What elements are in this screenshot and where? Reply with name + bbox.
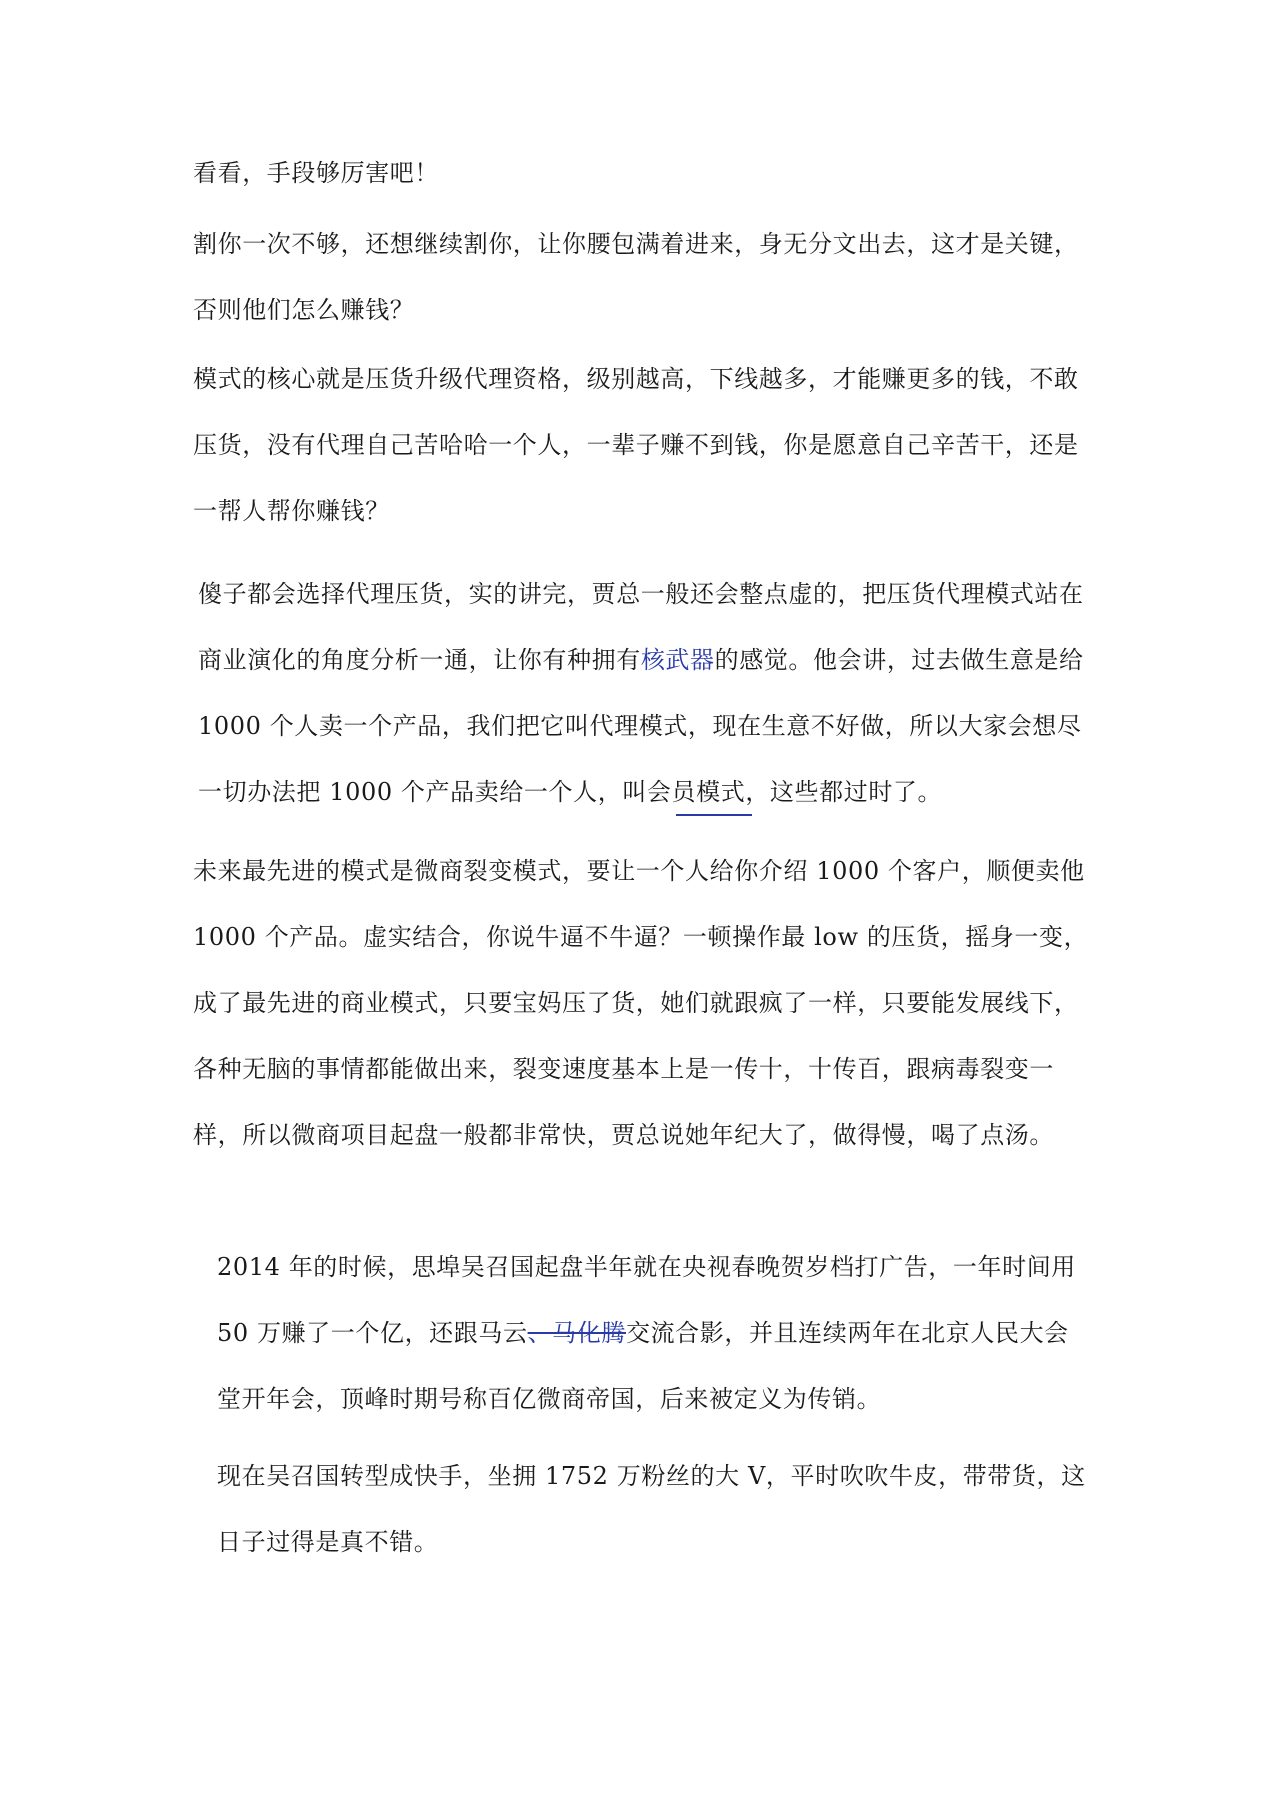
paragraph-4-text-after: 的感觉。他会讲，过去做生意是给 1000 个人卖一个产品，我们把它叫代理模式，现在生意不好做，所以大家会想尽一切办法把 1000 个产品卖给一个人，叫会员模式，这些都过时了。	[198, 646, 1084, 806]
hyperlink-underline-mark	[676, 814, 752, 816]
paragraph-6	[217, 1234, 1087, 1432]
paragraph-4-text-before: 傻子都会选择代理压货，实的讲完，贾总一般还会整点虚的，把压货代理模式站在商业演化的角度分析一通，让你有种拥有	[198, 580, 1084, 674]
link-ma-huateng[interactable]: 、马化腾	[527, 1319, 626, 1347]
paragraph-6-text-before: 2014 年的时候，思埠吴召国起盘半年就在央视春晚贺岁档打广告，一年时间用 50 万赚了一个亿，还跟马云	[217, 1253, 1076, 1347]
paragraph-3: 模式的核心就是压货升级代理资格，级别越高，下线越多，才能赚更多的钱，不敢压货，没有代理自己苦哈哈一个人，一辈子赚不到钱，你是愿意自己辛苦干，还是一帮人帮你赚钱？	[193, 365, 1079, 525]
paragraph-2: 割你一次不够，还想继续割你，让你腰包满着进来，身无分文出去，这才是关键，否则他们怎么赚钱？	[193, 230, 1079, 324]
paragraph-7: 现在吴召国转型成快手，坐拥 1752 万粉丝的大 V，平时吹吹牛皮，带带货，这日子过得是真不错。	[217, 1462, 1086, 1556]
paragraph-6-text-after: 交流合影，并且连续两年在北京人民大会堂开年会，顶峰时期号称百亿微商帝国，后来被定义为传销。	[217, 1319, 1069, 1413]
paragraph-1: 看看，手段够厉害吧！	[193, 159, 439, 187]
paragraph-4	[198, 561, 1088, 825]
paragraph-5: 未来最先进的模式是微商裂变模式，要让一个人给你介绍 1000 个客户，顺便卖他 1000 个产品。虚实结合，你说牛逼不牛逼？一顿操作最 low 的压货，摇身一变，成了最先进的商业模式，只要宝妈压了货，她们就跟疯了一样，只要能发展线下，各种无脑的事情都能做出来，裂变速度基本上是一传十，十传百，跟病毒裂变一样，所以微商项目起盘一般都非常快，贾总说她年纪大了，做得慢，喝了点汤。	[193, 857, 1089, 1149]
link-nuclear-weapon[interactable]: 核武器	[640, 646, 715, 674]
